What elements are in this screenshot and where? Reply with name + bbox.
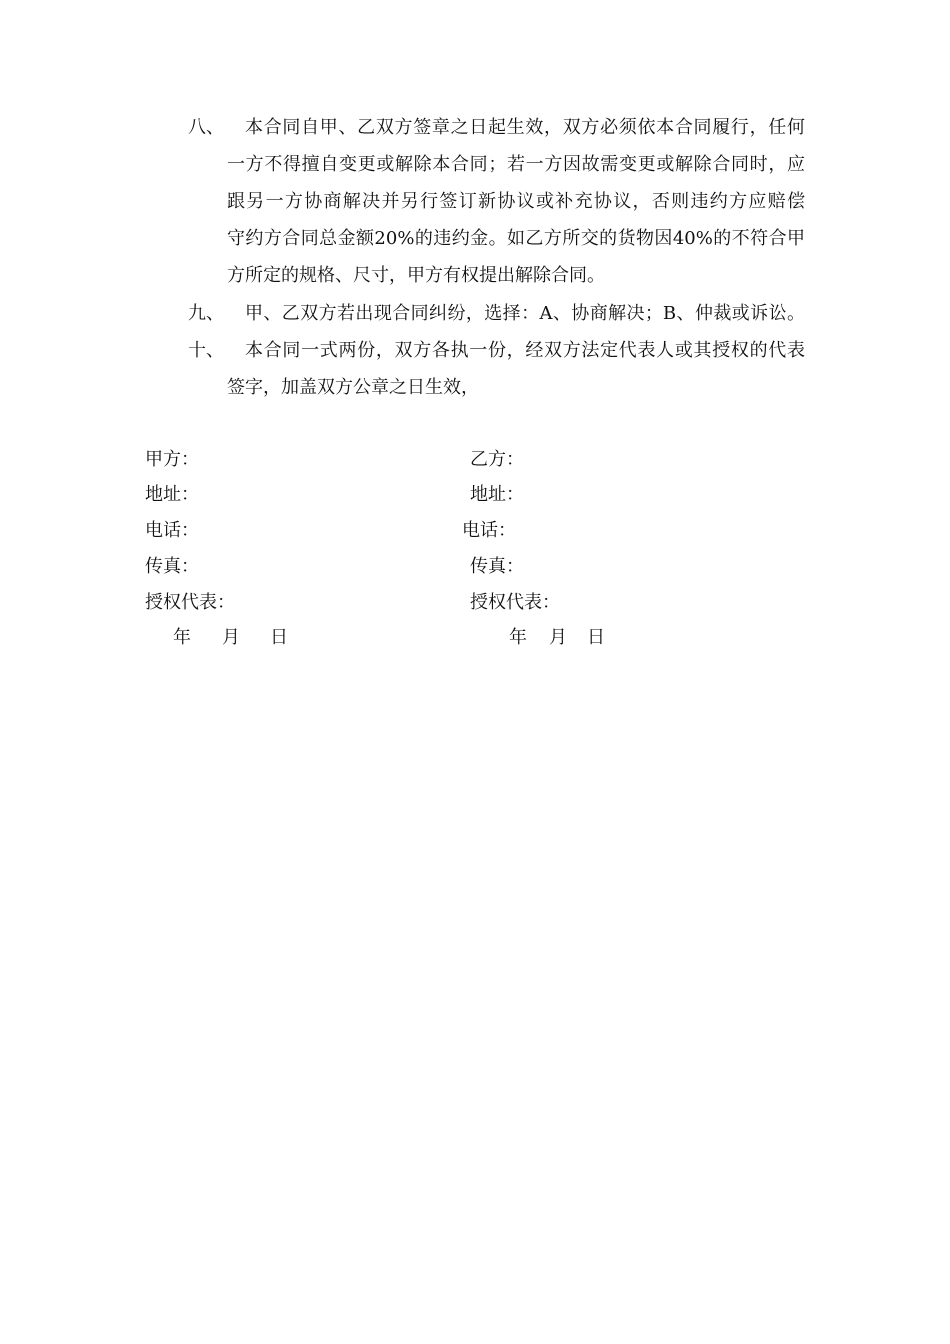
party-a-fax-label: 传真： <box>145 556 199 577</box>
clause-9-line: 甲、乙双方若出现合同纠纷，选择：A、协商解决；B、仲裁或诉讼。 <box>245 303 805 324</box>
clause-8-line: 一方不得擅自变更或解除本合同；若一方因故需变更或解除合同时，应 <box>227 154 805 175</box>
party-b-day: 日 <box>587 627 605 648</box>
clause-8-line: 跟另一方协商解决并另行签订新协议或补充协议，否则违约方应赔偿 <box>227 191 805 212</box>
clause-10-line: 本合同一式两份，双方各执一份，经双方法定代表人或其授权的代表 <box>245 340 805 361</box>
clause-10-number: 十、 <box>188 340 224 361</box>
party-a-day: 日 <box>270 627 288 648</box>
party-a-phone-label: 电话： <box>145 520 199 541</box>
party-b-address-label: 地址： <box>470 484 524 505</box>
clause-10-line: 签字，加盖双方公章之日生效， <box>227 377 479 398</box>
party-b-rep-label: 授权代表： <box>470 592 560 613</box>
party-a-month: 月 <box>222 627 240 648</box>
party-a-rep-label: 授权代表： <box>145 592 235 613</box>
clause-8-line: 方所定的规格、尺寸，甲方有权提出解除合同。 <box>227 265 605 286</box>
party-a-year: 年 <box>173 627 191 648</box>
party-b-year: 年 <box>509 627 527 648</box>
clause-9-number: 九、 <box>188 303 224 324</box>
party-a-address-label: 地址： <box>145 484 199 505</box>
party-b-fax-label: 传真： <box>470 556 524 577</box>
party-b-month: 月 <box>549 627 567 648</box>
clause-8-line: 守约方合同总金额20%的违约金。如乙方所交的货物因40%的不符合甲 <box>227 228 805 249</box>
party-b-label: 乙方： <box>470 449 524 470</box>
party-a-label: 甲方： <box>145 449 199 470</box>
party-b-phone-label: 电话： <box>462 520 516 541</box>
clause-8-number: 八、 <box>188 117 224 138</box>
clause-8-line: 本合同自甲、乙双方签章之日起生效，双方必须依本合同履行，任何 <box>245 117 805 138</box>
